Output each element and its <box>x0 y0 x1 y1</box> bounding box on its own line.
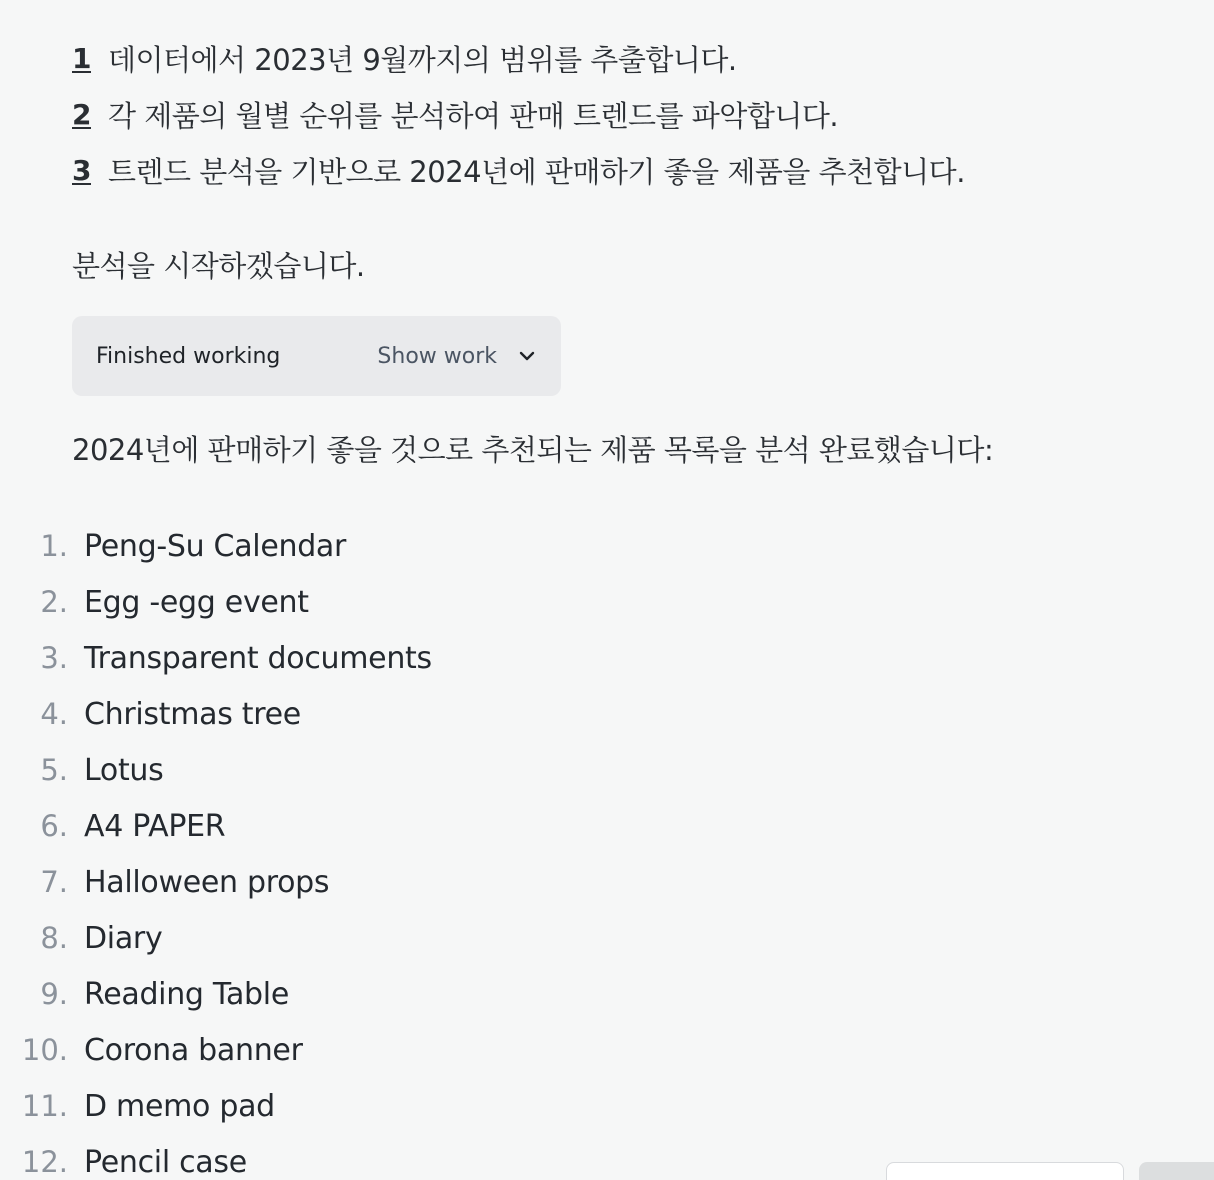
list-item-label: A4 PAPER <box>84 808 226 844</box>
step-number-badge: 2 <box>72 97 91 131</box>
summary-line: 2024년에 판매하기 좋을 것으로 추천되는 제품 목록을 분석 완료했습니다: <box>72 433 994 467</box>
list-item <box>0 1134 432 1180</box>
list-item-number: 10. <box>21 1033 68 1067</box>
list-item-number: 8. <box>40 921 68 955</box>
step-number-badge: 1 <box>72 41 91 75</box>
bottom-input-edge[interactable] <box>886 1162 1124 1180</box>
list-item <box>0 798 432 854</box>
list-item <box>0 910 432 966</box>
list-item-number: 2. <box>40 585 68 619</box>
show-work-button[interactable] <box>377 344 537 369</box>
recommended-products-list <box>0 518 432 1180</box>
step-text: 각 제품의 월별 순위를 분석하여 판매 트렌드를 파악합니다. <box>108 98 839 133</box>
step-text: 데이터에서 2023년 9월까지의 범위를 추출합니다. <box>108 42 737 77</box>
list-item <box>0 742 432 798</box>
list-item-label: Egg -egg event <box>84 584 309 620</box>
bottom-button-edge[interactable] <box>1139 1162 1214 1180</box>
list-item <box>0 966 432 1022</box>
list-item <box>0 1078 432 1134</box>
list-item-label: Transparent documents <box>84 640 432 676</box>
list-item-label: Corona banner <box>84 1032 303 1068</box>
list-item-number: 3. <box>40 641 68 675</box>
list-item-number: 9. <box>40 977 68 1011</box>
list-item-label: Halloween props <box>84 864 330 900</box>
list-item-label: Peng-Su Calendar <box>84 528 347 564</box>
step-row-2 <box>72 92 838 136</box>
list-item-number: 12. <box>21 1145 68 1179</box>
list-item-number: 6. <box>40 809 68 843</box>
show-work-label: Show work <box>377 343 497 369</box>
list-item-number: 1. <box>40 529 68 563</box>
list-item <box>0 1022 432 1078</box>
step-row-3 <box>72 148 965 192</box>
work-status-box <box>72 316 561 396</box>
list-item <box>0 630 432 686</box>
start-analysis-line: 분석을 시작하겠습니다. <box>72 249 365 283</box>
list-item <box>0 686 432 742</box>
work-status-label: Finished working <box>96 343 281 369</box>
step-row-1 <box>72 36 737 80</box>
list-item <box>0 518 432 574</box>
chevron-down-icon <box>517 346 537 366</box>
list-item <box>0 574 432 630</box>
step-text: 트렌드 분석을 기반으로 2024년에 판매하기 좋을 제품을 추천합니다. <box>108 154 965 189</box>
list-item-number: 5. <box>40 753 68 787</box>
list-item-label: D memo pad <box>84 1088 275 1124</box>
list-item-label: Christmas tree <box>84 696 301 732</box>
list-item-label: Lotus <box>84 752 164 788</box>
step-number-badge: 3 <box>72 153 91 187</box>
list-item-label: Pencil case <box>84 1144 247 1180</box>
list-item-label: Reading Table <box>84 976 289 1012</box>
list-item-number: 7. <box>40 865 68 899</box>
list-item-number: 11. <box>21 1089 68 1123</box>
list-item-label: Diary <box>84 920 163 956</box>
list-item-number: 4. <box>40 697 68 731</box>
list-item <box>0 854 432 910</box>
